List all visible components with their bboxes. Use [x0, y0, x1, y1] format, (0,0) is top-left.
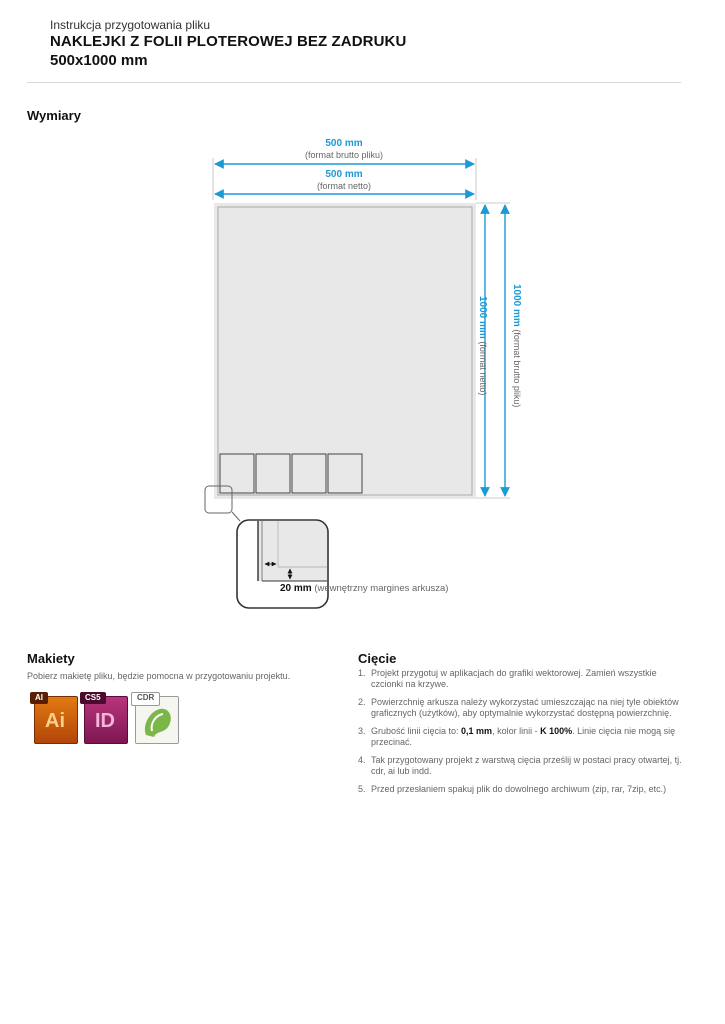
height-brutto-value: 1000 mm — [511, 284, 522, 327]
list-item: 2. Powierzchnię arkusza należy wykorzystać umieszczając na niej tyle obiektów graficznych (użytków), aby optymalnie wykorzystać dostępną powierzchnię. — [358, 697, 679, 718]
list-item: 4. Tak przygotowany projekt z warstwą cięcia prześlij w postaci pracy otwartej, tj. cdr, ai lub indd. — [358, 755, 682, 776]
illustrator-tag: AI — [30, 692, 48, 704]
width-netto-label: (format netto) — [316, 181, 372, 191]
height-netto-value: 1000 mm — [477, 296, 488, 339]
height-brutto-label — [511, 284, 522, 407]
document-size: 500x1000 mm — [50, 52, 148, 69]
line-thickness: 0,1 mm — [461, 726, 493, 736]
indesign-glyph: ID — [95, 710, 115, 732]
margin-label: (wewnętrzny margines arkusza) — [314, 583, 449, 594]
coreldraw-tag: CDR — [131, 692, 160, 706]
height-netto-label — [477, 296, 488, 395]
list-item: 1. Projekt przygotuj w aplikacjach do grafiki wektorowej. Zamień wszystkie czcionki na krzywe. — [358, 668, 657, 689]
margin-value: 20 mm — [280, 583, 312, 594]
height-netto-text: (format netto) — [478, 341, 488, 396]
templates-description: Pobierz makietę pliku, będzie pomocna w przygotowaniu projektu. — [27, 671, 291, 681]
width-brutto-value: 500 mm — [325, 138, 363, 149]
margin-note — [280, 583, 448, 594]
templates-heading: Makiety — [27, 651, 75, 666]
indesign-file-icon[interactable] — [80, 692, 130, 744]
list-item: 5. Przed przesłaniem spakuj plik do dowolnego archiwum (zip, rar, 7zip, etc.) — [358, 784, 667, 794]
illustrator-glyph: Ai — [45, 710, 65, 732]
cutting-heading: Cięcie — [358, 651, 397, 666]
list-item: 3. Grubość linii cięcia to: 0,1 mm, kolor linii - K 100%. Linie cięcia nie mogą się przecinać. — [358, 726, 676, 747]
document-title: NAKLEJKI Z FOLII PLOTEROWEJ BEZ ZADRUKU — [50, 33, 407, 50]
width-netto-value: 500 mm — [325, 169, 363, 180]
indesign-tag: CS5 — [80, 692, 106, 704]
dimensions-heading: Wymiary — [27, 108, 81, 123]
document-subtitle: Instrukcja przygotowania pliku — [50, 18, 211, 32]
illustrator-file-icon[interactable] — [30, 692, 80, 744]
coreldraw-file-icon[interactable] — [131, 692, 181, 744]
height-brutto-text: (format brutto pliku) — [512, 329, 522, 408]
width-brutto-label: (format brutto pliku) — [304, 150, 384, 160]
line-color: K 100% — [540, 726, 573, 736]
sheet-inner — [218, 207, 472, 495]
cutting-steps — [358, 668, 690, 802]
